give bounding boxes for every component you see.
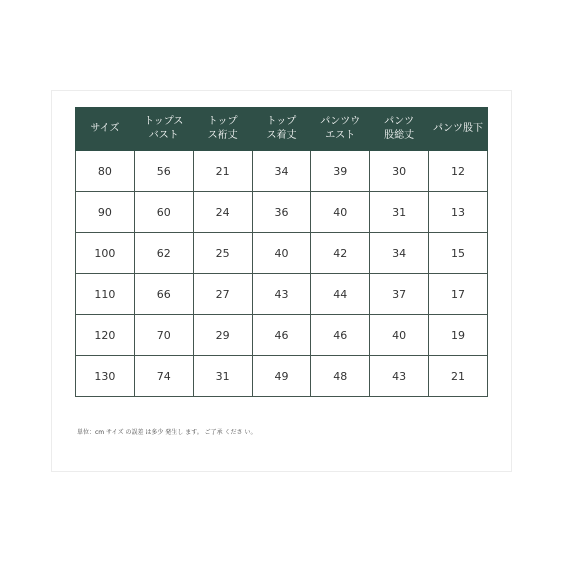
table-cell: 74 — [134, 356, 193, 397]
table-row — [76, 315, 488, 356]
table-row — [76, 233, 488, 274]
table-row — [76, 151, 488, 192]
table-cell: 24 — [193, 192, 252, 233]
header-tops-length: トップ ス着丈 — [252, 108, 311, 151]
table-cell: 34 — [370, 233, 429, 274]
table-cell: 110 — [76, 274, 135, 315]
table-cell: 130 — [76, 356, 135, 397]
table-cell: 46 — [311, 315, 370, 356]
table-cell: 25 — [193, 233, 252, 274]
table-cell: 90 — [76, 192, 135, 233]
table-cell: 30 — [370, 151, 429, 192]
table-cell: 48 — [311, 356, 370, 397]
table-cell: 31 — [193, 356, 252, 397]
table-cell: 62 — [134, 233, 193, 274]
table-cell: 40 — [370, 315, 429, 356]
table-cell: 12 — [429, 151, 488, 192]
size-note: 単位：cm サイズ の誤差 は多少 発生し ます。 ご了承 くださ い。 — [77, 429, 257, 436]
table-cell: 80 — [76, 151, 135, 192]
table-cell: 100 — [76, 233, 135, 274]
table-cell: 40 — [252, 233, 311, 274]
table-cell: 21 — [429, 356, 488, 397]
table-cell: 13 — [429, 192, 488, 233]
table-row — [76, 192, 488, 233]
table-cell: 27 — [193, 274, 252, 315]
table-cell: 44 — [311, 274, 370, 315]
table-cell: 21 — [193, 151, 252, 192]
table-cell: 19 — [429, 315, 488, 356]
table-row — [76, 356, 488, 397]
header-pants-inseam: パンツ股下 — [429, 108, 488, 151]
table-cell: 43 — [370, 356, 429, 397]
table-cell: 49 — [252, 356, 311, 397]
table-cell: 37 — [370, 274, 429, 315]
table-cell: 56 — [134, 151, 193, 192]
table-header-row — [76, 108, 488, 151]
table-cell: 15 — [429, 233, 488, 274]
table-cell: 43 — [252, 274, 311, 315]
header-pants-waist: パンツウ エスト — [311, 108, 370, 151]
header-size: サイズ — [76, 108, 135, 151]
size-table — [75, 107, 488, 397]
header-pants-rise: パンツ 股総丈 — [370, 108, 429, 151]
table-cell: 70 — [134, 315, 193, 356]
table-cell: 39 — [311, 151, 370, 192]
table-cell: 60 — [134, 192, 193, 233]
header-tops-bust: トップス バスト — [134, 108, 193, 151]
table-cell: 120 — [76, 315, 135, 356]
table-cell: 34 — [252, 151, 311, 192]
table-cell: 17 — [429, 274, 488, 315]
header-tops-sleeve: トップ ス裄丈 — [193, 108, 252, 151]
table-cell: 42 — [311, 233, 370, 274]
table-cell: 36 — [252, 192, 311, 233]
table-row — [76, 274, 488, 315]
table-cell: 66 — [134, 274, 193, 315]
table-cell: 46 — [252, 315, 311, 356]
table-cell: 40 — [311, 192, 370, 233]
table-cell: 31 — [370, 192, 429, 233]
table-cell: 29 — [193, 315, 252, 356]
